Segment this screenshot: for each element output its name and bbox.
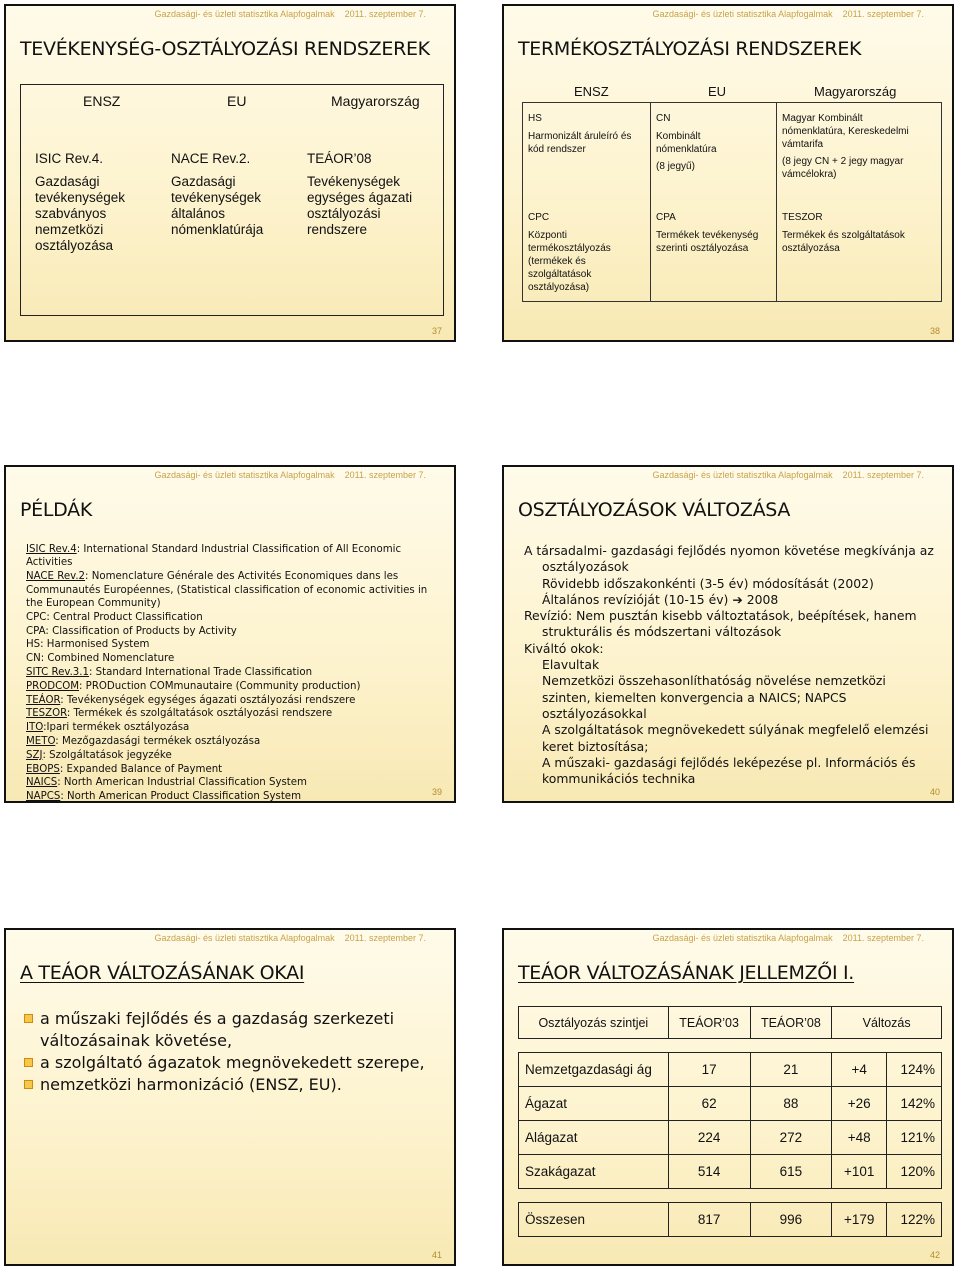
square-bullet-icon (24, 1014, 33, 1023)
header-text: Gazdasági- és üzleti statisztika Alapfogalmak (154, 933, 335, 943)
arrow-right-icon: ➔ (732, 591, 743, 607)
slide-title: TERMÉKOSZTÁLYOZÁSI RENDSZEREK (518, 38, 862, 60)
header-date: 2011. szeptember 7. (842, 9, 924, 19)
slide-header (504, 8, 952, 22)
list-item: a szolgáltató ágazatok megnövekedett szerepe, (24, 1052, 448, 1074)
page-number: 37 (431, 326, 442, 336)
abbreviation-list (26, 543, 436, 803)
slide-header (504, 932, 952, 946)
column-head-ensz: ENSZ (574, 84, 609, 99)
list-item: a műszaki fejlődés és a gazdaság szerkezeti változásainak követése, (24, 1008, 448, 1052)
teaor-line: rendszere (307, 222, 368, 237)
slide-41 (4, 928, 456, 1266)
column-head-magyarorszag: Magyarország (814, 84, 897, 99)
list-item: METO: Mezőgazdasági termékek osztályozása (26, 735, 261, 747)
header-date: 2011. szeptember 7. (842, 933, 924, 943)
page-number: 39 (431, 787, 442, 797)
grid-divider (776, 102, 777, 302)
header-text: Gazdasági- és üzleti statisztika Alapfogalmak (154, 9, 335, 19)
grid-divider (650, 102, 651, 302)
cell-hs: HS Harmonizált áruleíró és kód rendszer (528, 113, 632, 155)
list-item: CPC: Central Product Classification (26, 611, 203, 623)
table-header-row (519, 1007, 942, 1039)
column-header: TEÁOR’08 (750, 1007, 832, 1039)
isic-line: osztályozása (35, 238, 114, 253)
header-date: 2011. szeptember 7. (344, 933, 426, 943)
list-item: HS: Harmonised System (26, 639, 150, 651)
slide-title: OSZTÁLYOZÁSOK VÁLTOZÁSA (518, 499, 791, 521)
cell-magyar-kombinalt: Magyar Kombinált nómenklatúra, Kereskedelmi vámtarifa (8 jegy CN + 2 jegy magyar vámcélokra) (782, 113, 909, 180)
slide-title: A TEÁOR VÁLTOZÁSÁNAK OKAI (20, 962, 305, 984)
header-date: 2011. szeptember 7. (842, 470, 924, 480)
list-item: CPA: Classification of Products by Activity (26, 625, 237, 637)
header-text: Gazdasági- és üzleti statisztika Alapfogalmak (154, 470, 335, 480)
header-text: Gazdasági- és üzleti statisztika Alapfogalmak (652, 9, 833, 19)
teaor-line: Tevékenységek (307, 174, 401, 189)
nace-column (171, 151, 263, 238)
header-date: 2011. szeptember 7. (344, 9, 426, 19)
page-number: 42 (929, 1250, 940, 1260)
page-number: 40 (929, 787, 940, 797)
column-header: TEÁOR’03 (668, 1007, 750, 1039)
change-text: A társadalmi- gazdasági fejlődés nyomon követése megkívánja az osztályozások Rövidebb időszakonkénti (3-5 év) módosítását (2002) Általános revízióját (10-15 év) ➔ 2008 Revízió: Nem pusztán kisebb változtatások, beépítések, hanem strukturális és módszertani változások Kiváltó okok: Elavultak Nemzetközi összehasonlíthatóság növelése nemzetközi szinten, kiemelten konvergencia a NAICS; NAPCS osztályozásokkal A szolgáltatások megnövekedett súlyának megfelelő elemzési keret biztosítása; A műszaki- gazdasági fejlődés leképezése pl. Információs és kommunikációs technika (524, 543, 934, 787)
page-number: 41 (431, 1250, 442, 1260)
isic-line: tevékenységek (35, 190, 126, 205)
table-row: Nemzetgazdasági ág 17 21 +4 124% (519, 1053, 942, 1087)
teaor-column (307, 151, 412, 238)
column-head-eu: EU (708, 84, 727, 99)
activity-classification-table (20, 84, 444, 316)
slide-header (504, 469, 952, 483)
isic-line: Gazdasági (35, 174, 100, 189)
column-head-ensz: ENSZ (83, 93, 121, 109)
column-header: Változás (832, 1007, 942, 1039)
isic-line: nemzetközi (35, 222, 104, 237)
list-item: NAICS: North American Industrial Classification System (26, 777, 307, 789)
teaor-code: TEÁOR’08 (307, 151, 372, 166)
list-item: NAPCS: North American Product Classification System (26, 791, 302, 803)
square-bullet-icon (24, 1080, 33, 1089)
cell-teszor: TESZOR Termékek és szolgáltatások osztályozása (782, 212, 905, 254)
header-date: 2011. szeptember 7. (344, 470, 426, 480)
list-item: TESZOR: Termékek és szolgáltatások osztályozási rendszere (26, 708, 333, 720)
reason-list (24, 1008, 448, 1096)
isic-column (35, 151, 125, 254)
page-number: 38 (929, 326, 940, 336)
header-text: Gazdasági- és üzleti statisztika Alapfogalmak (652, 933, 833, 943)
cell-cpa: CPA Termékek tevékenység szerinti osztályozása (656, 212, 759, 254)
list-item: NACE Rev.2: Nomenclature Générale des Activités Economiques dans les Communautés Européennes, (Statistical classification of economic activities in the European Community) (26, 571, 428, 610)
product-classification-grid (522, 80, 942, 302)
nace-line: általános (171, 206, 226, 221)
list-item: CN: Combined Nomenclature (26, 653, 175, 665)
isic-code: ISIC Rev.4. (35, 151, 104, 166)
slide-42 (502, 928, 954, 1266)
total-row: Összesen 817 996 +179 122% (519, 1203, 942, 1237)
square-bullet-icon (24, 1058, 33, 1067)
slide-header (6, 8, 454, 22)
teaor-line: osztályozási (307, 206, 381, 221)
slide-39 (4, 465, 456, 803)
slide-40 (502, 465, 954, 803)
teaor-change-table (518, 1006, 942, 1237)
list-item: TEÁOR: Tevékenységek egységes ágazati osztályozási rendszere (26, 694, 356, 706)
slide-header (6, 932, 454, 946)
nace-line: nómenklatúrája (171, 222, 264, 237)
slide-title: TEVÉKENYSÉG-OSZTÁLYOZÁSI RENDSZEREK (20, 38, 430, 60)
slide-38 (502, 4, 954, 342)
slide-title: TEÁOR VÁLTOZÁSÁNAK JELLEMZŐI I. (518, 962, 855, 984)
list-item: ISIC Rev.4: International Standard Industrial Classification of All Economic Activities (26, 544, 402, 569)
list-item: SZJ: Szolgáltatások jegyzéke (26, 749, 172, 761)
list-item: ITO:Ipari termékek osztályozása (26, 722, 190, 734)
teaor-line: egységes ágazati (307, 190, 413, 205)
slide-title: PÉLDÁK (20, 499, 93, 521)
column-header: Osztályozás szintjei (519, 1007, 669, 1039)
table-row: Szakágazat 514 615 +101 120% (519, 1155, 942, 1189)
list-item: SITC Rev.3.1: Standard International Trade Classification (26, 667, 313, 678)
column-head-magyarorszag: Magyarország (331, 93, 420, 109)
nace-code: NACE Rev.2. (171, 151, 251, 166)
cell-cpc: CPC Központi termékosztályozás (termékek és szolgáltatások osztályozása) (528, 212, 611, 293)
nace-line: tevékenységek (171, 190, 262, 205)
column-head-eu: EU (227, 93, 247, 109)
table-row: Ágazat 62 88 +26 142% (519, 1087, 942, 1121)
slide-37 (4, 4, 456, 342)
nace-line: Gazdasági (171, 174, 236, 189)
list-item: PRODCOM: PRODuction COMmunautaire (Community production) (26, 680, 361, 692)
cell-cn: CN Kombinált nómenklatúra (8 jegyű) (656, 113, 717, 172)
slide-header (6, 469, 454, 483)
table-row: Alágazat 224 272 +48 121% (519, 1121, 942, 1155)
header-text: Gazdasági- és üzleti statisztika Alapfogalmak (652, 470, 833, 480)
list-item: EBOPS: Expanded Balance of Payment (26, 763, 223, 775)
list-item: nemzetközi harmonizáció (ENSZ, EU). (24, 1074, 448, 1096)
isic-line: szabványos (35, 206, 107, 221)
